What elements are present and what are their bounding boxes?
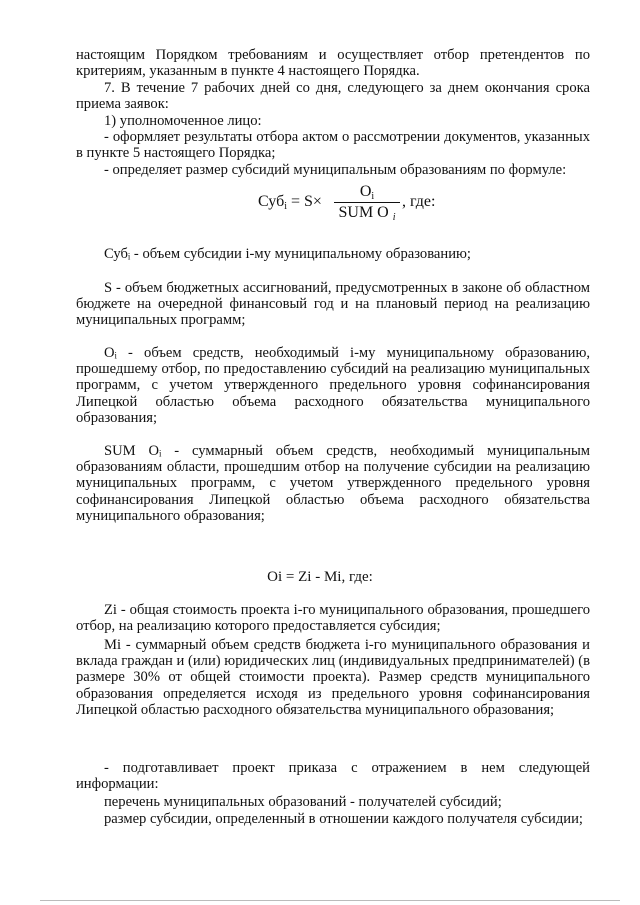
paragraph-subitem-1: 1) уполномоченное лицо: (104, 113, 262, 129)
paragraph-intro: настоящим Порядком требованиям и осуществляет отбор претендентов по критериям, указанным в пункте 4 настоящего Порядка. (76, 47, 590, 80)
formula-rhs: , где: (402, 193, 436, 210)
definition-sub-i: Субᵢ - объем субсидии i-му муниципальному образованию; (104, 246, 471, 262)
formula-fraction (334, 183, 400, 222)
definition-o-i: Oᵢ - объем средств, необходимый i-му муниципальному образованию, прошедшему отбор, по предоставлению субсидий на реализацию муниципальных программ, с учетом утвержденного предельного уровня софинансирования Липецкой областью объема расходного обязательства муниципального образования; (76, 345, 590, 426)
definition-mi: Mi - суммарный объем средств бюджета i-го муниципального образования и вклада граждан и (или) юридических лиц (индивидуальных предпринимателей) (в размере 30% от общей стоимости проекта). Размер средств муниципального образования определяется исходя из предельного уровня софинансирования Липецкой областью расходного обязательства муниципального образования; (76, 637, 590, 718)
paragraph-formalize-results: - оформляет результаты отбора актом о рассмотрении документов, указанных в пункте 5 настоящего Порядка; (76, 129, 590, 162)
definition-s: S - объем бюджетных ассигнований, предусмотренных в законе об областном бюджете на очередной финансовый год и на плановый период на реализацию муниципальных программ; (76, 280, 590, 329)
paragraph-item-7: 7. В течение 7 рабочих дней со дня, следующего за днем окончания срока приема заявок: (76, 80, 590, 113)
paragraph-determine-subsidy: - определяет размер субсидий муниципальным образованиям по формуле: (104, 162, 567, 178)
paragraph-subsidy-amount: размер субсидии, определенный в отношении каждого получателя субсидии; (104, 811, 583, 827)
subsidy-formula (258, 183, 458, 227)
fraction-bar (334, 202, 400, 203)
paragraph-prepare-order: - подготавливает проект приказа с отражением в нем следующей информации: (76, 760, 590, 793)
formula-lhs: Суб$_i$ = S× (258, 193, 322, 212)
definition-sum-o-i: SUM Oᵢ - суммарный объем средств, необходимый муниципальным образованиям области, прошедшим отбор на получение субсидии на реализацию муниципальных программ, с учетом утвержденного предельного уровня софинансирования Липецкой областью объема расходного обязательства муниципального образования; (76, 443, 590, 524)
definition-zi: Zi - общая стоимость проекта i-го муниципального образования, прошедшего отбор, на реализацию которого предоставляется субсидия; (76, 602, 590, 635)
formula-oi: Oi = Zi - Mi, где: (267, 569, 373, 585)
bottom-divider (40, 900, 620, 901)
formula-denominator: SUM O $_i$ (338, 204, 396, 223)
paragraph-recipients-list: перечень муниципальных образований - получателей субсидий; (104, 794, 502, 810)
formula-numerator: $O_i$ (359, 183, 375, 202)
